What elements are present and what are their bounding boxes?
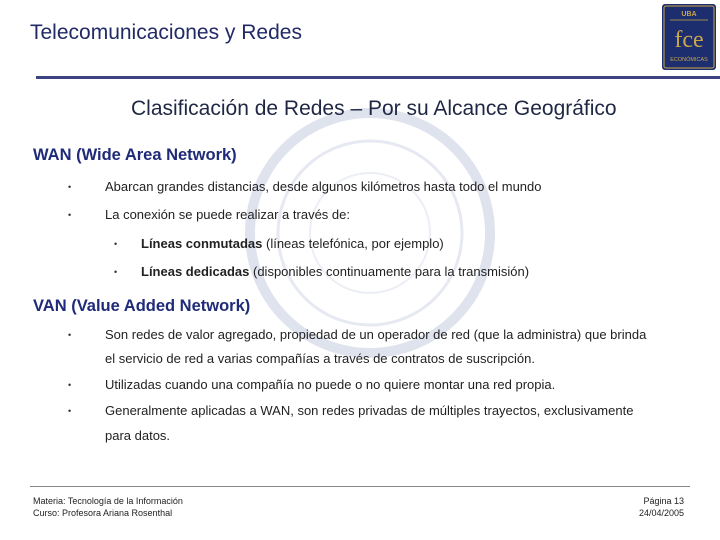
- footer-divider: [30, 486, 690, 487]
- page-number: Página 13: [643, 496, 684, 506]
- section-heading-wan: WAN (Wide Area Network): [33, 146, 237, 164]
- list-item: • Generalmente aplicadas a WAN, son redes privadas de múltiples trayectos, exclusivamente: [105, 398, 633, 424]
- bullet-icon: •: [114, 239, 118, 249]
- section-heading-van: VAN (Value Added Network): [33, 297, 251, 315]
- list-item: • Utilizadas cuando una compañía no puede o no quiere montar una red propia.: [105, 372, 555, 398]
- logo-main-text: fce: [674, 27, 704, 53]
- footer-course-info: [33, 495, 183, 519]
- fce-logo: [662, 4, 716, 70]
- logo-top-text: UBA: [681, 11, 697, 18]
- footer-instructor: Curso: Profesora Ariana Rosenthal: [33, 508, 173, 518]
- sub-list-item: • Líneas dedicadas (disponibles continuamente para la transmisión): [141, 259, 529, 285]
- list-item: • La conexión se puede realizar a través de:: [105, 202, 350, 228]
- bullet-icon: •: [68, 210, 72, 220]
- bullet-icon: •: [68, 330, 72, 340]
- bullet-icon: •: [68, 406, 72, 416]
- slide-title: Clasificación de Redes – Por su Alcance Geográfico: [131, 97, 617, 120]
- bullet-icon: •: [68, 380, 72, 390]
- list-item-continuation: el servicio de red a varias compañías a través de contratos de suscripción.: [105, 351, 535, 366]
- logo-bottom-text: ECONÓMICAS: [670, 57, 708, 63]
- list-item: • Son redes de valor agregado, propiedad de un operador de red (que la administra) que brinda: [105, 322, 646, 348]
- list-item-continuation: para datos.: [105, 428, 171, 443]
- bullet-icon: •: [114, 267, 118, 277]
- header-title: Telecomunicaciones y Redes: [30, 21, 302, 44]
- sub-list-item: • Líneas conmutadas (líneas telefónica, por ejemplo): [141, 231, 444, 257]
- bullet-icon: •: [68, 182, 72, 192]
- header-divider: [36, 76, 720, 79]
- footer-subject: Materia: Tecnología de la Información: [33, 496, 183, 506]
- footer-date: 24/04/2005: [638, 508, 684, 518]
- list-item: • Abarcan grandes distancias, desde algunos kilómetros hasta todo el mundo: [105, 174, 542, 200]
- footer-page-info: [639, 495, 684, 519]
